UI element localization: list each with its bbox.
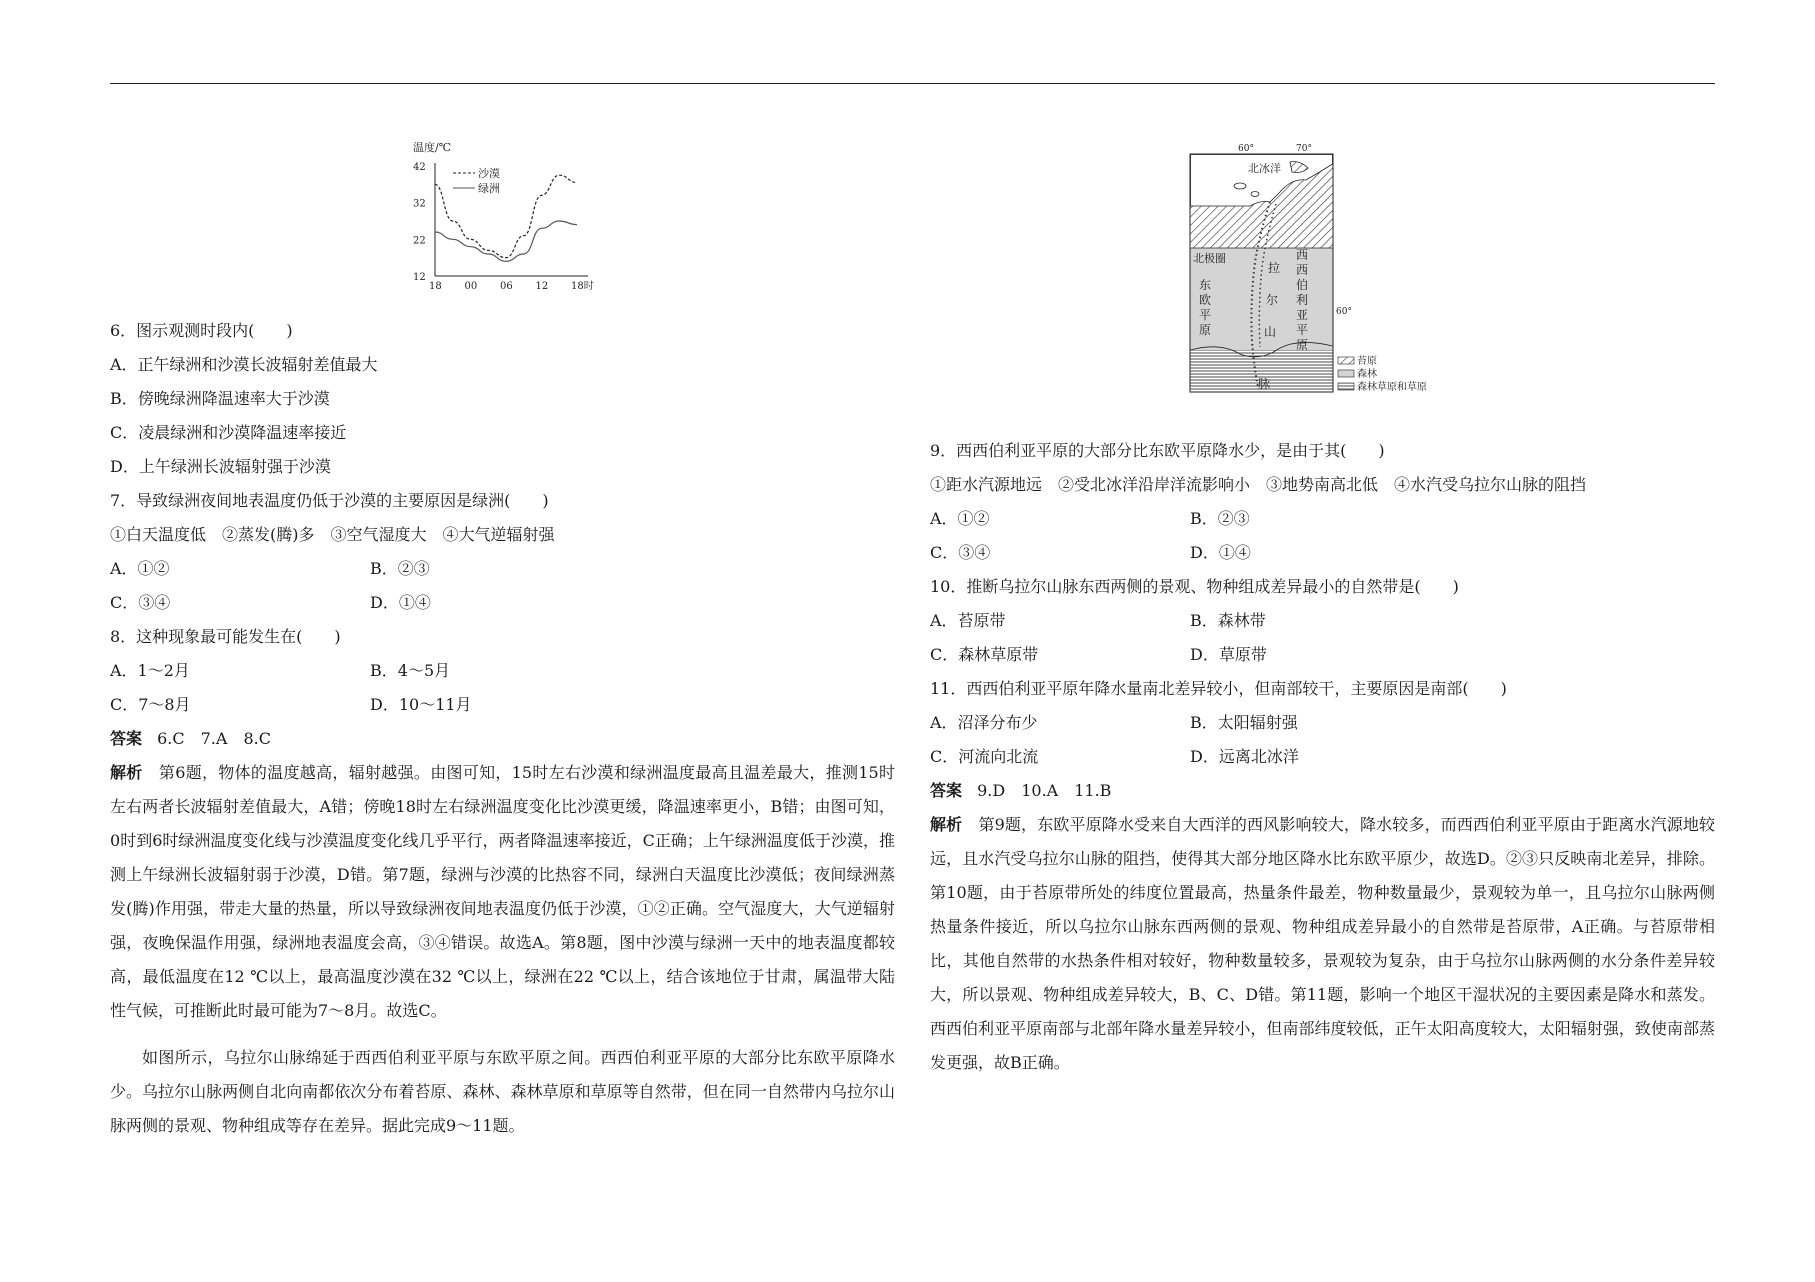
map-legend-tundra: 苔原 — [1357, 356, 1377, 367]
q9-option-b: B．②③ — [1190, 509, 1250, 528]
q8-option-d: D．10～11月 — [370, 695, 472, 714]
q7-option-a: A．①② — [110, 559, 170, 578]
map-label-west-7: 原 — [1296, 338, 1309, 352]
q11-option-b: B．太阳辐射强 — [1190, 713, 1298, 732]
q9-option-d: D．①④ — [1190, 543, 1251, 562]
q11-option-d: D．远离北冰洋 — [1190, 747, 1299, 766]
q11-option-a: A．沼泽分布少 — [930, 713, 1038, 732]
map-label-west-6: 平 — [1296, 323, 1309, 337]
q8-option-b: B．4～5月 — [370, 661, 451, 680]
temperature-chart — [405, 138, 605, 293]
y-tick-labels — [413, 162, 426, 283]
map-label-east-1: 东 — [1199, 278, 1212, 292]
analysis-label: 解析 — [930, 815, 963, 834]
map-lat-60: 60° — [1336, 307, 1352, 317]
q7-stem: 7．导致绿洲夜间地表温度仍低于沙漠的主要原因是绿洲( ) — [110, 491, 549, 510]
x-tick-labels — [429, 279, 594, 292]
q9-items: ①距水汽源地远 ②受北冰洋沿岸洋流影响小 ③地势南高北低 ④水汽受乌拉尔山脉的阻挡 — [930, 475, 1587, 494]
q10-stem: 10．推断乌拉尔山脉东西两侧的景观、物种组成差异最小的自然带是( ) — [930, 577, 1459, 596]
q6-option-b: B．傍晚绿洲降温速率大于沙漠 — [110, 389, 330, 408]
map-label-west-4: 利 — [1296, 293, 1309, 307]
analysis-text: 第9题，东欧平原降水受来自大西洋的西风影响较大，降水较多，而西西伯利亚平原由于距离水汽源地较远，且水汽受乌拉尔山脉的阻挡，使得其大部分地区降水比东欧平原少，故选D。②③只反映南北差异，排除。第10题，由于苔原带所处的纬度位置最高，热量条件最差，物种数量最少，景观较为单一，且乌拉尔山脉两侧热量条件接近，所以乌拉尔山脉东西两侧的景观、物种组成差异最小的自然带是苔原带，A正确。与苔原带相比，其他自然带的水热条件相对较好，物种数量较多，景观较为复杂，由于乌拉尔山脉两侧的水分条件差异较大，所以景观、物种组成差异较大，B、C、D错。第11题，影响一个地区干湿状况的主要因素是降水和蒸发。西西伯利亚平原南部与北部年降水量差异较小，但南部纬度较低，正午太阳高度较大，太阳辐射强，致使南部蒸发更强，故B正确。 — [930, 815, 1715, 1072]
q6-option-c: C．凌晨绿洲和沙漠降温速率接近 — [110, 423, 347, 442]
legend-label-oasis: 绿洲 — [478, 182, 500, 195]
q8-option-c: C．7～8月 — [110, 695, 191, 714]
map-label-west-3: 伯 — [1296, 278, 1309, 292]
y-tick-label: 32 — [413, 198, 426, 210]
q7-option-b: B．②③ — [370, 559, 430, 578]
q6-option-d: D．上午绿洲长波辐射强于沙漠 — [110, 457, 331, 476]
answer-text: 9.D 10.A 11.B — [977, 781, 1112, 800]
map-label-east-4: 原 — [1199, 323, 1212, 337]
map-label-west-5: 亚 — [1296, 308, 1309, 322]
intro-paragraph: 如图所示，乌拉尔山脉绵延于西西伯利亚平原与东欧平原之间。西西伯利亚平原的大部分比东欧平原降水少。乌拉尔山脉两侧自北向南都依次分布着苔原、森林、森林草原和草原等自然带，但在同一自然带内乌拉尔山脉两侧的景观、物种组成等存在差异。据此完成9～11题。 — [110, 1048, 895, 1135]
chart-ylabel: 温度/℃ — [413, 141, 452, 154]
map-label-ural-2: 尔 — [1266, 293, 1279, 307]
map-label-east-2: 欧 — [1199, 293, 1212, 307]
series-line-oasis — [435, 221, 577, 261]
map-label-bottom: 脉 — [1258, 377, 1271, 391]
y-tick-label: 12 — [413, 272, 426, 283]
q7-option-c: C．③④ — [110, 593, 171, 612]
answer-text: 6.C 7.A 8.C — [157, 729, 271, 748]
y-tick-label: 42 — [413, 162, 426, 173]
analysis-left — [110, 756, 895, 1028]
q10-option-d: D．草原带 — [1190, 645, 1267, 664]
map-label-west-2: 西 — [1296, 263, 1309, 277]
map-label-east-3: 平 — [1199, 308, 1212, 322]
q10-option-c: C．森林草原带 — [930, 645, 1039, 664]
q7-option-d: D．①④ — [370, 593, 431, 612]
ural-region-map — [1180, 142, 1460, 402]
q10-option-a: A．苔原带 — [930, 611, 1006, 630]
legend-label-desert: 沙漠 — [478, 167, 500, 180]
q11-stem: 11．西西伯利亚平原年降水量南北差异较小，但南部较干，主要原因是南部( ) — [930, 679, 1507, 698]
analysis-right — [930, 808, 1715, 1080]
analysis-text: 第6题，物体的温度越高，辐射越强。由图可知，15时左右沙漠和绿洲温度最高且温差最大，推测15时左右两者长波辐射差值最大，A错；傍晚18时左右绿洲温度变化比沙漠更缓，降温速率更小，B错；由图可知，0时到6时绿洲温度变化线与沙漠温度变化线几乎平行，两者降温速率接近，C正确；上午绿洲温度低于沙漠，推测上午绿洲长波辐射弱于沙漠，D错。第7题，绿洲与沙漠的比热容不同，绿洲白天温度比沙漠低；夜间绿洲蒸发(腾)作用强，带走大量的热量，所以导致绿洲夜间地表温度仍低于沙漠，①②正确。空气湿度大，大气逆辐射强，夜晚保温作用强，绿洲地表温度会高，③④错误。故选A。第8题，图中沙漠与绿洲一天中的地表温度都较高，最低温度在12 ℃以上，最高温度沙漠在32 ℃以上，绿洲在22 ℃以上，结合该地位于甘肃，属温带大陆性气候，可推断此时最可能为7～8月。故选C。 — [110, 763, 895, 1020]
q8-stem: 8．这种现象最可能发生在( ) — [110, 627, 341, 646]
map-label-west-1: 西 — [1296, 248, 1309, 262]
map-label-ural-1: 拉 — [1268, 261, 1281, 275]
q9-option-c: C．③④ — [930, 543, 991, 562]
map-lon-70: 70° — [1296, 144, 1312, 154]
answer-label: 答案 — [110, 729, 143, 748]
map-label-arctic-circle: 北极圈 — [1193, 252, 1226, 265]
q9-option-a: A．①② — [930, 509, 990, 528]
q9-stem: 9．西西伯利亚平原的大部分比东欧平原降水少，是由于其( ) — [930, 441, 1385, 460]
q8-option-a: A．1～2月 — [110, 661, 190, 680]
map-lon-60: 60° — [1238, 144, 1254, 154]
x-tick-label: 18时 — [571, 281, 594, 292]
answer-line-left — [110, 729, 271, 749]
x-tick-label: 00 — [464, 281, 478, 292]
q6-stem: 6．图示观测时段内( ) — [110, 321, 293, 340]
map-label-ural-3: 山 — [1264, 325, 1277, 339]
q11-option-c: C．河流向北流 — [930, 747, 1039, 766]
y-tick-label: 22 — [413, 235, 426, 247]
x-tick-label: 12 — [535, 281, 549, 292]
q10-option-b: B．森林带 — [1190, 611, 1266, 630]
q7-items: ①白天温度低 ②蒸发(腾)多 ③空气湿度大 ④大气逆辐射强 — [110, 525, 555, 544]
analysis-label: 解析 — [110, 763, 143, 782]
x-tick-label: 06 — [500, 281, 513, 292]
map-legend-forest: 森林 — [1357, 369, 1377, 380]
map-label-arctic: 北冰洋 — [1248, 162, 1281, 175]
map-legend-steppe: 森林草原和草原 — [1357, 382, 1427, 393]
x-tick-label: 18 — [429, 281, 442, 292]
q6-option-a: A．正午绿洲和沙漠长波辐射差值最大 — [110, 355, 378, 374]
answer-label: 答案 — [930, 781, 963, 800]
answer-line-right — [930, 781, 1111, 801]
header-rule — [110, 83, 1715, 84]
